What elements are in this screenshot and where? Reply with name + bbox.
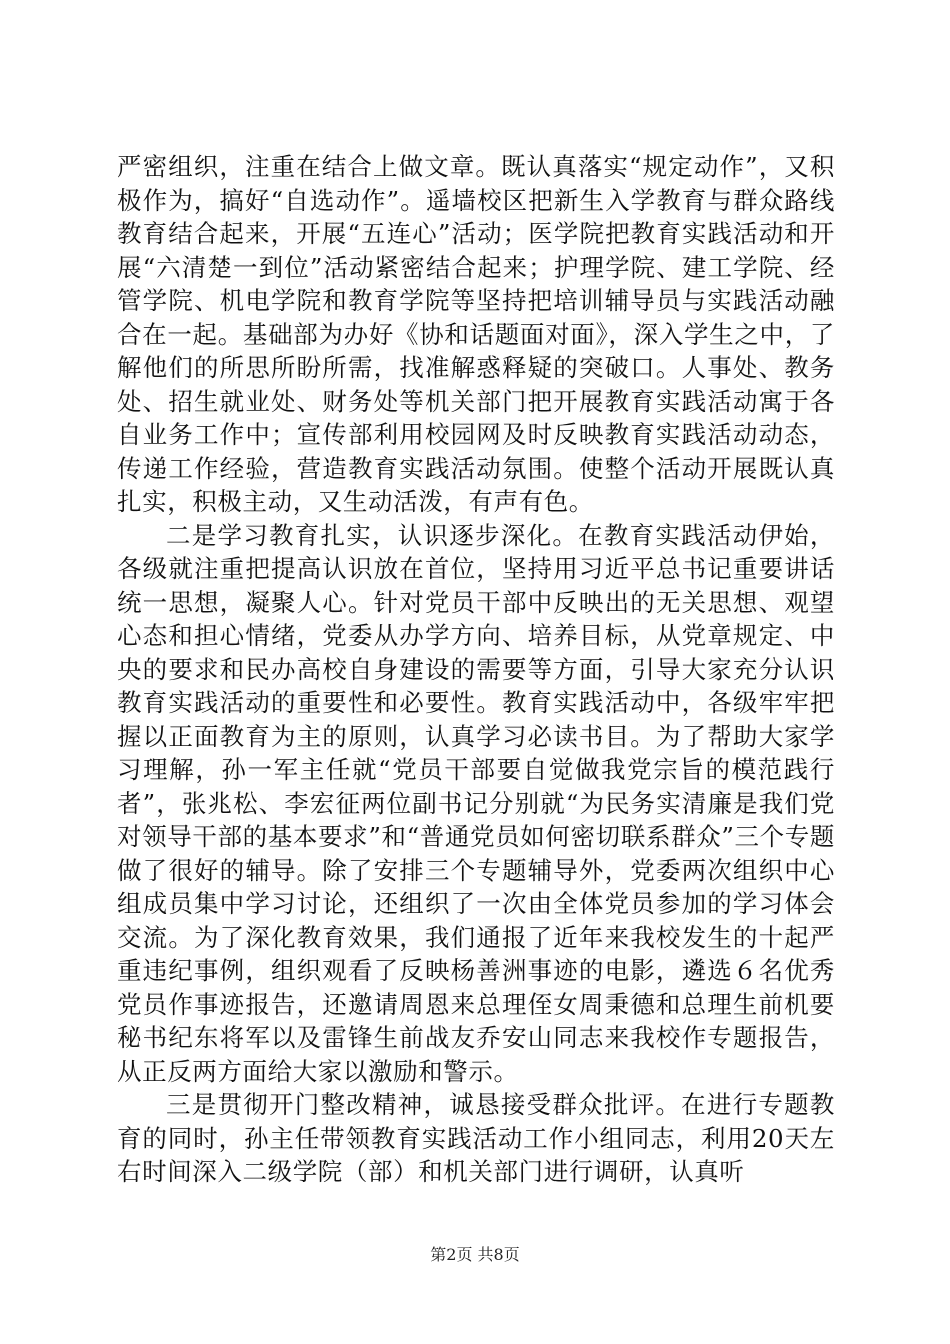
page-footer: 第2页 共8页: [430, 1245, 520, 1264]
paragraph-continuation: 严密组织，注重在结合上做文章。既认真落实“规定动作”，又积极作为，搞好“自选动作”。遥墙校区把新生入学教育与群众路线教育结合起来，开展“五连心”活动；医学院把教育实践活动和开展“六清楚一到位”活动紧密结合起来；护理学院、建工学院、经管学院、机电学院和教育学院等坚持把培训辅导员与实践活动融合在一起。基础部为办好《协和话题面对面》，深入学生之中，了解他们的所思所盼所需，找准解惑释疑的突破口。人事处、教务处、招生就业处、财务处等机关部门把开展教育实践活动寓于各自业务工作中；宣传部利用校园网及时反映教育实践活动动态，传递工作经验，营造教育实践活动氛围。使整个活动开展既认真扎实，积极主动，又生动活泼，有声有色。: [117, 152, 835, 516]
paragraph-open-rectification: 三是贯彻开门整改精神，诚恳接受群众批评。在进行专题教育的同时，孙主任带领教育实践活动工作小组同志，利用20天左右时间深入二级学院（部）和机关部门进行调研，认真听: [117, 1090, 835, 1186]
paragraph-study-education: 二是学习教育扎实，认识逐步深化。在教育实践活动伊始，各级就注重把提高认识放在首位，坚持用习近平总书记重要讲话统一思想，凝聚人心。针对党员干部中反映出的无关思想、观望心态和担心情绪，党委从办学方向、培养目标，从党章规定、中央的要求和民办高校自身建设的需要等方面，引导大家充分认识教育实践活动的重要性和必要性。教育实践活动中，各级牢牢把握以正面教育为主的原则，认真学习必读书目。为了帮助大家学习理解，孙一军主任就“党员干部要自觉做我党宗旨的模范践行者”，张兆松、李宏征两位副书记分别就“为民务实清廉是我们党对领导干部的基本要求”和“普通党员如何密切联系群众”三个专题做了很好的辅导。除了安排三个专题辅导外，党委两次组织中心组成员集中学习讨论，还组织了一次由全体党员参加的学习体会交流。为了深化教育效果，我们通报了近年来我校发生的十起严重违纪事例，组织观看了反映杨善洲事迹的电影，遴选６名优秀党员作事迹报告，还邀请周恩来总理侄女周秉德和总理生前机要秘书纪东将军以及雷锋生前战友乔安山同志来我校作专题报告，从正反两方面给大家以激励和警示。: [117, 520, 835, 1086]
document-body: [117, 150, 835, 1189]
